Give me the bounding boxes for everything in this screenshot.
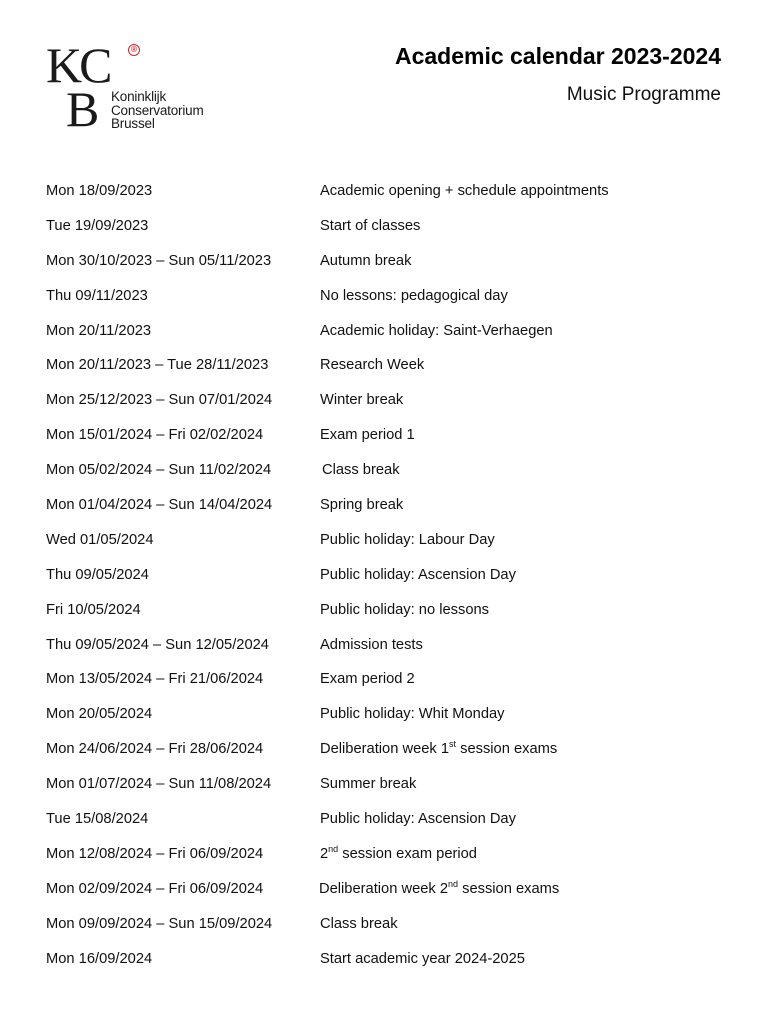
row-event: Public holiday: Whit Monday <box>320 706 505 723</box>
row-event: Winter break <box>320 392 404 409</box>
row-date: Thu 09/05/2024 <box>46 566 149 583</box>
calendar-row <box>46 809 736 844</box>
calendar-row <box>46 216 736 251</box>
calendar-row <box>46 390 736 425</box>
calendar-list <box>46 181 736 983</box>
row-event: Admission tests <box>320 636 423 653</box>
row-date: Mon 01/07/2024 – Sun 11/08/2024 <box>46 776 272 793</box>
calendar-row <box>46 460 736 495</box>
calendar-row <box>46 669 736 704</box>
row-date: Mon 09/09/2024 – Sun 15/09/2024 <box>46 915 273 932</box>
row-event: Deliberation week 1st session exams <box>320 739 558 758</box>
row-date: Mon 25/12/2023 – Sun 07/01/2024 <box>46 392 273 409</box>
calendar-row <box>46 530 736 565</box>
row-event: Public holiday: Labour Day <box>320 531 495 548</box>
row-date: Tue 19/09/2023 <box>46 217 149 234</box>
row-event: Spring break <box>320 497 404 514</box>
row-date: Mon 16/09/2024 <box>46 950 153 967</box>
logo-institution-name: Koninklijk Conservatorium Brussel <box>111 89 204 131</box>
row-event: Public holiday: Ascension Day <box>320 811 516 828</box>
row-event: Start of classes <box>320 217 421 234</box>
logo-registered-mark-icon: ® <box>128 44 140 56</box>
row-date: Mon 02/09/2024 – Fri 06/09/2024 <box>46 880 264 897</box>
logo-kc-letters: KC <box>46 37 110 93</box>
calendar-row <box>46 914 736 949</box>
calendar-row <box>46 635 736 670</box>
calendar-row <box>46 844 736 879</box>
logo-b-letter: B <box>66 81 100 137</box>
row-date: Wed 01/05/2024 <box>46 531 154 548</box>
row-event: Public holiday: no lessons <box>320 601 490 618</box>
row-event: Academic opening + schedule appointments <box>320 183 609 199</box>
calendar-row <box>46 600 736 635</box>
row-date: Mon 18/09/2023 <box>46 183 153 199</box>
row-date: Mon 20/11/2023 – Tue 28/11/2023 <box>46 357 269 374</box>
row-event: 2nd session exam period <box>320 843 477 862</box>
row-date: Mon 30/10/2023 – Sun 05/11/2023 <box>46 252 272 269</box>
row-date: Fri 10/05/2024 <box>46 601 141 618</box>
row-event: Exam period 2 <box>320 671 415 688</box>
calendar-row <box>46 774 736 809</box>
row-date: Mon 20/11/2023 <box>46 322 152 339</box>
calendar-row <box>46 355 736 390</box>
calendar-row <box>46 321 736 356</box>
calendar-row <box>46 565 736 600</box>
calendar-row <box>46 425 736 460</box>
calendar-row <box>46 286 736 321</box>
row-date: Mon 01/04/2024 – Sun 14/04/2024 <box>46 497 273 514</box>
row-date: Mon 15/01/2024 – Fri 02/02/2024 <box>46 427 264 444</box>
calendar-row <box>46 739 736 774</box>
calendar-row <box>46 251 736 286</box>
row-date: Mon 24/06/2024 – Fri 28/06/2024 <box>46 741 264 758</box>
page-subtitle: Music Programme <box>566 84 721 105</box>
row-event: Summer break <box>320 776 417 793</box>
row-date: Mon 13/05/2024 – Fri 21/06/2024 <box>46 671 264 688</box>
kcb-logo <box>44 37 224 137</box>
row-event: Start academic year 2024-2025 <box>320 950 525 967</box>
row-event: Class break <box>322 462 400 479</box>
row-date: Mon 20/05/2024 <box>46 706 153 723</box>
row-event: Public holiday: Ascension Day <box>320 566 516 583</box>
calendar-row <box>46 704 736 739</box>
calendar-row <box>46 495 736 530</box>
row-date: Mon 12/08/2024 – Fri 06/09/2024 <box>46 845 264 862</box>
row-event: Exam period 1 <box>320 427 415 444</box>
row-date: Mon 05/02/2024 – Sun 11/02/2024 <box>46 462 272 479</box>
row-event: No lessons: pedagogical day <box>320 287 508 304</box>
row-event: Academic holiday: Saint-Verhaegen <box>320 322 553 339</box>
row-date: Thu 09/05/2024 – Sun 12/05/2024 <box>46 636 269 653</box>
row-event: Research Week <box>320 357 425 374</box>
calendar-row <box>46 879 736 914</box>
page-title: Academic calendar 2023-2024 <box>394 43 721 69</box>
row-date: Thu 09/11/2023 <box>46 287 148 304</box>
row-event: Autumn break <box>320 252 412 269</box>
row-date: Tue 15/08/2024 <box>46 811 149 828</box>
calendar-row <box>46 949 736 984</box>
calendar-row <box>46 181 736 216</box>
row-event: Class break <box>320 915 398 932</box>
row-event: Deliberation week 2nd session exams <box>319 878 560 897</box>
